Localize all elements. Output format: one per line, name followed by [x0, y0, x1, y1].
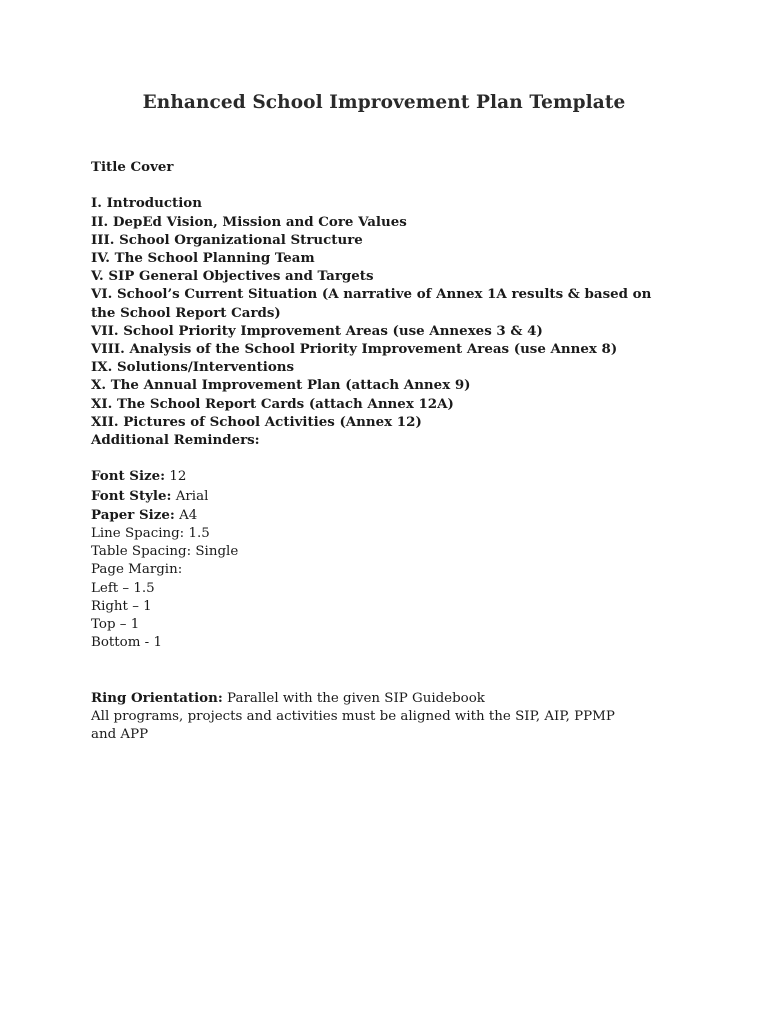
format-settings: [91, 467, 691, 652]
spacer: [91, 176, 691, 194]
ring-orientation-value: Parallel with the given SIP Guidebook: [222, 690, 485, 706]
spacer: [91, 671, 691, 689]
font-size-setting: [91, 467, 691, 486]
document-body: [91, 158, 691, 744]
spacer: [91, 449, 691, 467]
outline-item: III. School Organizational Structure: [91, 231, 363, 248]
paper-size-label: Paper Size:: [91, 506, 175, 523]
outline-item: XI. The School Report Cards (attach Annex 12A): [91, 395, 454, 412]
ring-orientation-label: Ring Orientation:: [91, 689, 223, 706]
outline-list: [91, 194, 691, 431]
page-title: Enhanced School Improvement Plan Template: [142, 92, 626, 113]
font-style-label: Font Style:: [91, 487, 172, 504]
font-size-label: Font Size:: [91, 468, 166, 485]
outline-item: VIII. Analysis of the School Priority Improvement Areas (use Annex 8): [91, 341, 618, 358]
outline-item: the School Report Cards): [91, 304, 281, 321]
outline-item: I. Introduction: [91, 195, 202, 212]
outline-item: IV. The School Planning Team: [91, 250, 315, 266]
title-cover-heading: Title Cover: [91, 159, 174, 175]
font-style-setting: [91, 487, 691, 506]
margin-left: Left – 1.5: [91, 580, 155, 596]
outline-item: VII. School Priority Improvement Areas (use Annexes 3 & 4): [91, 322, 543, 339]
alignment-note-line2: and APP: [91, 727, 149, 743]
table-spacing-setting: Table Spacing: Single: [91, 544, 239, 560]
alignment-note-line1: All programs, projects and activities must be aligned with the SIP, AIP, PPMP: [91, 709, 615, 725]
font-style-value: Arial: [171, 488, 209, 504]
margin-top: Top – 1: [91, 617, 140, 633]
outline-item: XII. Pictures of School Activities (Annex 12): [91, 413, 422, 430]
outline-item: IX. Solutions/Interventions: [91, 359, 295, 376]
margin-bottom: Bottom - 1: [91, 635, 162, 651]
margin-right: Right – 1: [91, 598, 152, 614]
outline-item: II. DepEd Vision, Mission and Core Values: [91, 213, 407, 230]
paper-size-setting: [91, 506, 691, 525]
outline-item: VI. School’s Current Situation (A narrative of Annex 1A results & based on: [91, 286, 652, 303]
outline-item: V. SIP General Objectives and Targets: [91, 268, 374, 285]
reminders-heading: Additional Reminders:: [91, 432, 260, 449]
paper-size-value: A4: [174, 507, 198, 523]
ring-orientation: [91, 689, 691, 708]
page-margin-heading: Page Margin:: [91, 562, 183, 578]
font-size-value: 12: [165, 469, 187, 485]
spacer: [91, 652, 691, 670]
line-spacing-setting: Line Spacing: 1.5: [91, 526, 210, 542]
outline-item: X. The Annual Improvement Plan (attach Annex 9): [91, 377, 471, 394]
